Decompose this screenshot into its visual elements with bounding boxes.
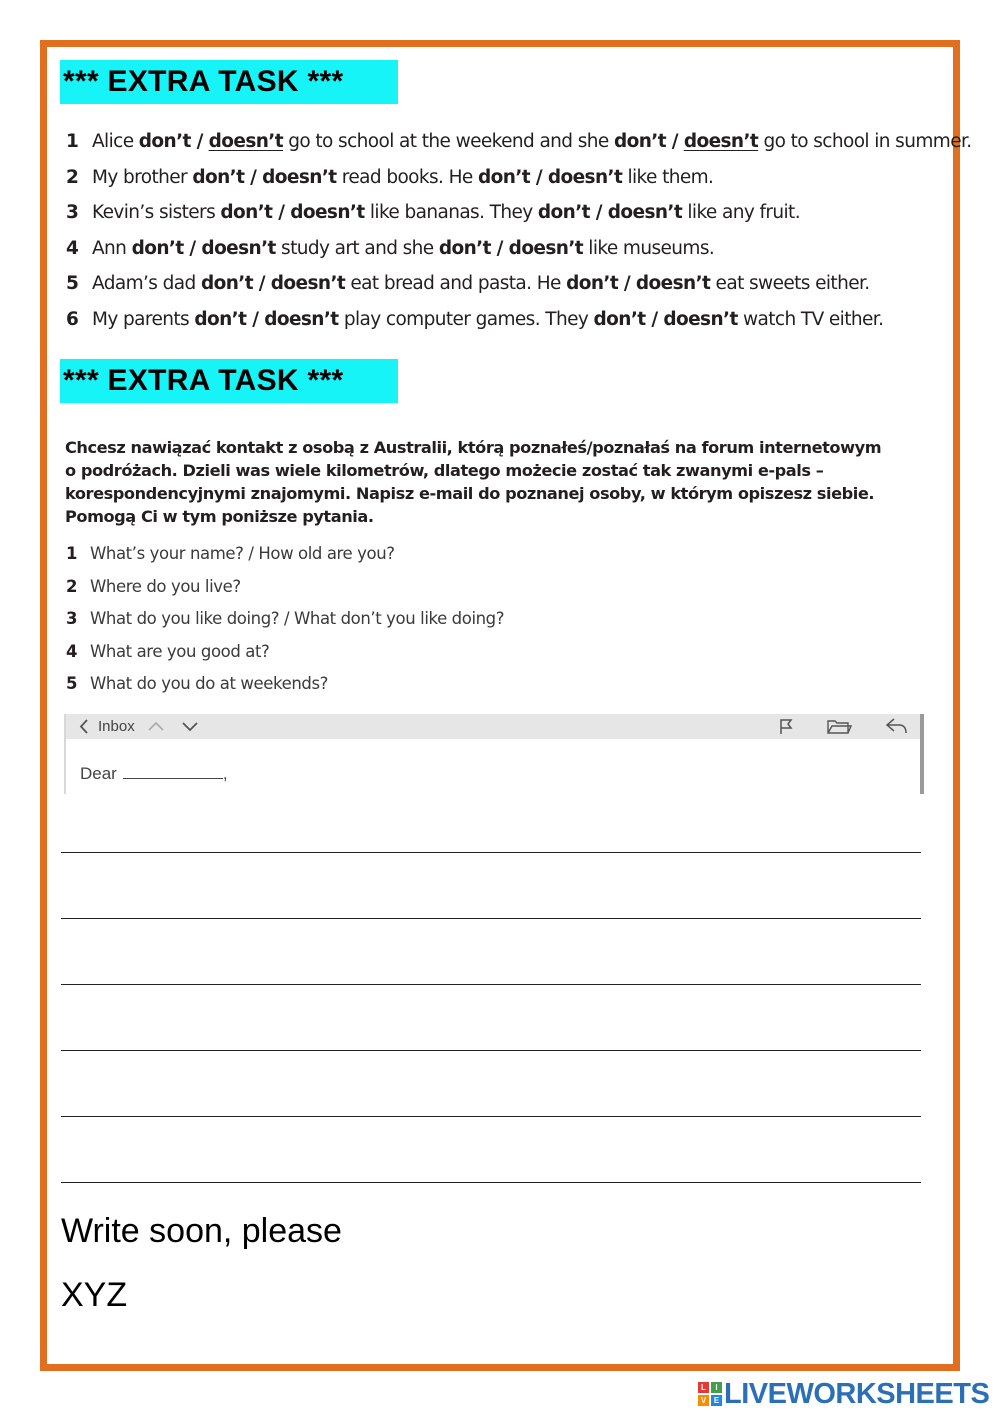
- writing-line[interactable]: [61, 852, 921, 853]
- question-item: 1 What’s your name? / How old are you?: [66, 544, 395, 563]
- sentence-text: My parents: [92, 309, 195, 330]
- choice-option[interactable]: don’t / doesn’t: [194, 309, 339, 330]
- sentence-text: like any fruit.: [682, 202, 800, 223]
- sentence-text: like bananas. They: [364, 202, 538, 223]
- extra-task-banner-2: *** EXTRA TASK ***: [60, 359, 398, 403]
- choice-option[interactable]: don’t / doesn’t: [537, 202, 683, 223]
- choice-option[interactable]: don’t / doesn’t: [566, 273, 711, 294]
- chevron-left-icon[interactable]: [78, 714, 90, 739]
- sentence-text: go to school in summer.: [758, 131, 972, 152]
- question-text: What are you good at?: [90, 642, 270, 661]
- sentence-text: Ann: [92, 238, 132, 259]
- choice-option[interactable]: don’t / doesn’t: [593, 309, 738, 330]
- item-number: 5: [66, 273, 79, 294]
- question-text: What do you do at weekends?: [90, 674, 329, 693]
- email-window-scrollbar: [920, 714, 924, 794]
- writing-line[interactable]: [61, 984, 921, 985]
- exercise-item: [66, 273, 870, 294]
- sentence-text: play computer games. They: [338, 309, 594, 330]
- choice-option[interactable]: don’t / doesn’t: [131, 238, 276, 259]
- instruction-line: Chcesz nawiązać kontakt z osobą z Australii, którą poznałeś/poznałaś na forum internetowym: [65, 438, 882, 457]
- choice-option[interactable]: don’t / doesn’t: [220, 202, 365, 223]
- question-item: 5 What do you do at weekends?: [66, 674, 329, 693]
- writing-line[interactable]: [61, 1116, 921, 1117]
- item-number: 4: [66, 238, 79, 259]
- writing-line[interactable]: [61, 918, 921, 919]
- sentence-text: like them.: [622, 167, 714, 188]
- choice-option[interactable]: don’t /: [138, 131, 209, 152]
- exercise-item: [66, 202, 800, 223]
- choice-option[interactable]: don’t / doesn’t: [200, 273, 346, 294]
- exercise-item: [66, 309, 883, 330]
- chevron-down-icon[interactable]: [180, 714, 200, 739]
- inbox-label[interactable]: Inbox: [98, 718, 135, 735]
- sentence-text: Alice: [92, 131, 139, 152]
- email-greeting: Dear ,: [80, 764, 228, 783]
- sentence-text: watch TV either.: [737, 309, 884, 330]
- sentence-text: Kevin’s sisters: [92, 202, 221, 223]
- extra-task-banner-1: *** EXTRA TASK ***: [60, 60, 398, 104]
- flag-icon[interactable]: [778, 714, 794, 739]
- instruction-line: Pomogą Ci w tym poniższe pytania.: [65, 507, 374, 526]
- question-text: What do you like doing? / What don’t you like doing?: [90, 609, 505, 628]
- sentence-text: study art and she: [275, 238, 439, 259]
- instruction-line: korespondencyjnymi znajomymi. Napisz e-mail do poznanej osoby, w którym opiszesz siebie.: [65, 484, 875, 503]
- question-item: 4 What are you good at?: [66, 642, 270, 661]
- brand-logo-icon: L I V E: [698, 1382, 722, 1406]
- item-number: 6: [66, 309, 79, 330]
- sentence-text: eat sweets either.: [710, 273, 870, 294]
- sentence-text: go to school at the weekend and she: [282, 131, 614, 152]
- sentence-text: read books. He: [336, 167, 478, 188]
- email-toolbar: [64, 714, 924, 739]
- signature: XYZ: [61, 1276, 128, 1314]
- closing-line: Write soon, please: [61, 1212, 342, 1250]
- exercise-item: [66, 131, 972, 152]
- sentence-text: like museums.: [583, 238, 715, 259]
- sentence-text: Adam’s dad: [92, 273, 201, 294]
- choice-option[interactable]: don’t / doesn’t: [192, 167, 337, 188]
- folder-icon[interactable]: [826, 714, 852, 739]
- sentence-text: My brother: [92, 167, 193, 188]
- item-number: 2: [66, 167, 79, 188]
- chevron-up-icon[interactable]: [146, 714, 166, 739]
- reply-icon[interactable]: [884, 714, 910, 739]
- exercise-item: [66, 238, 714, 259]
- question-text: Where do you live?: [90, 577, 241, 596]
- choice-option[interactable]: doesn’t: [683, 131, 759, 152]
- choice-option[interactable]: don’t /: [613, 131, 684, 152]
- item-number: 1: [66, 131, 79, 152]
- instruction-line: o podróżach. Dzieli was wiele kilometrów, dlatego możecie zostać tak zwanymi e-pals –: [65, 461, 824, 480]
- question-text: What’s your name? / How old are you?: [90, 544, 395, 563]
- task-instructions: [65, 436, 925, 528]
- writing-line[interactable]: [61, 1182, 921, 1183]
- brand-name: LIVEWORKSHEETS: [724, 1377, 990, 1410]
- choice-option[interactable]: don’t / doesn’t: [478, 167, 623, 188]
- name-blank[interactable]: [123, 764, 223, 779]
- choice-option[interactable]: don’t / doesn’t: [438, 238, 584, 259]
- question-item: 3 What do you like doing? / What don’t you like doing?: [66, 609, 505, 628]
- email-window-edge: [64, 714, 66, 794]
- writing-line[interactable]: [61, 1050, 921, 1051]
- liveworksheets-logo: [698, 1378, 989, 1410]
- sentence-text: eat bread and pasta. He: [345, 273, 567, 294]
- item-number: 3: [66, 202, 79, 223]
- question-item: 2 Where do you live?: [66, 577, 241, 596]
- choice-option[interactable]: doesn’t: [208, 131, 283, 152]
- exercise-item: [66, 167, 713, 188]
